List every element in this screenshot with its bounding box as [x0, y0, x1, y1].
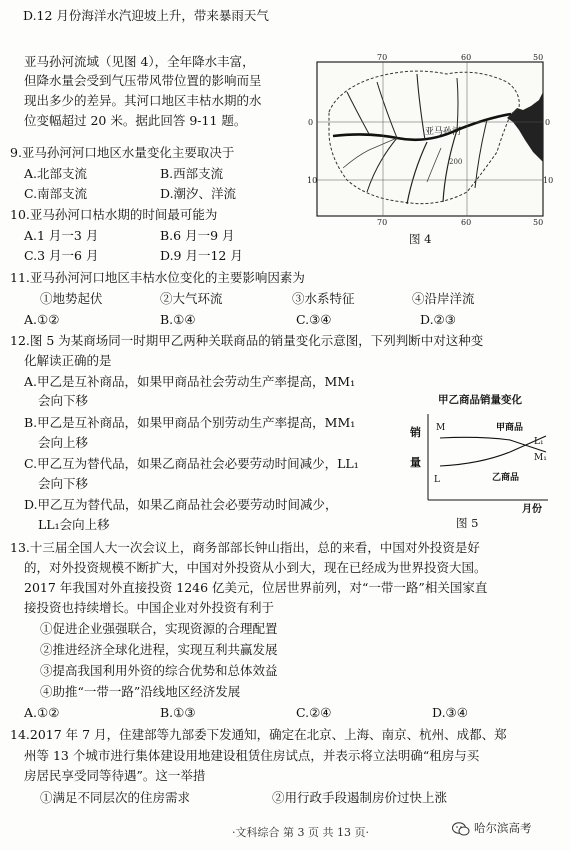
q14-stem-line-1: 14.2017 年 7 月，住建部等九部委下发通知，确定在北京、上海、南京、杭州、成都、郑 [10, 727, 507, 742]
q13-item-1: ①促进企业强强联合，实现资源的合理配置 [40, 621, 278, 636]
chart-ylabel-bottom: 量 [410, 456, 421, 469]
q9-option-c[interactable]: C.南部支流 [24, 186, 88, 201]
q10-option-a[interactable]: A.1 月一3 月 [24, 228, 99, 243]
chart-xlabel: 月份 [522, 504, 542, 514]
chart-title: 甲乙商品销量变化 [438, 394, 522, 406]
q11-option-a[interactable]: A.①② [24, 312, 60, 327]
q12-stem-line-2: 化解读正确的是 [24, 353, 112, 368]
watermark [452, 822, 532, 836]
chart-ylabel-top: 销 [410, 426, 421, 439]
sales-chart-svg [410, 392, 558, 514]
q11-item-1: ①地势起伏 [40, 291, 103, 306]
q12-option-b-cont: 会向上移 [38, 435, 89, 450]
material-line-3: 现出多少的差异。其河口地区丰枯水期的水 [24, 93, 262, 108]
lon-bottom-50: 50 [533, 218, 544, 226]
q10-option-c[interactable]: C.3 月一6 月 [24, 248, 99, 263]
q9-option-a[interactable]: A.北部支流 [24, 166, 88, 181]
q13-stem-line-4: 接投资也持续增长。中国企业对外投资有利于 [24, 600, 275, 615]
lat-right-0: 0 [545, 118, 551, 127]
q13-item-4: ④助推“一带一路”沿线地区经济发展 [40, 684, 241, 699]
q11-item-2: ②大气环流 [160, 291, 223, 306]
figure-5-caption: 图 5 [456, 516, 479, 530]
option-d-line: D.12 月份海洋水汽迎坡上升，带来暴雨天气 [23, 8, 269, 23]
q13-option-d[interactable]: D.③④ [432, 705, 468, 720]
lon-top-70: 70 [377, 53, 388, 62]
q13-stem-line-2: 的，对外投资规模不断扩大，中国对外投资从小到大，现在已经成为世界投资大国。 [24, 560, 487, 575]
q9-stem: 9.亚马孙河河口地区水量变化主要取决于 [10, 145, 235, 160]
q11-option-d[interactable]: D.②③ [420, 312, 456, 327]
lon-bottom-60: 60 [461, 218, 472, 226]
q10-option-d[interactable]: D.9 月一12 月 [160, 248, 243, 263]
q11-stem: 11.亚马孙河河口地区丰枯水位变化的主要影响因素为 [10, 270, 305, 285]
label-l: L [434, 475, 440, 485]
q14-item-1: ①满足不同层次的住房需求 [40, 790, 191, 805]
q11-item-3: ③水系特征 [292, 291, 355, 306]
lon-top-50: 50 [533, 53, 544, 62]
material-line-2: 但降水量会受到气压带风带位置的影响而呈 [24, 73, 262, 88]
q13-item-2: ②推进经济全球化进程，实现互利共赢发展 [40, 642, 278, 657]
label-m1: M₁ [534, 453, 547, 463]
q14-stem-line-2: 州等 13 个城市进行集体建设用地建设租赁住房试点，并表示将立法明确“租房与买 [24, 748, 480, 763]
lat-left-0: 0 [308, 118, 314, 127]
lon-bottom-70: 70 [377, 218, 388, 226]
lon-top-60: 60 [461, 53, 472, 62]
material-line-4: 位变幅超过 20 米。据此回答 9-11 题。 [24, 113, 247, 128]
q11-option-b[interactable]: B.①④ [160, 312, 196, 327]
q13-option-a[interactable]: A.①② [24, 705, 60, 720]
amazon-map-svg [307, 52, 553, 226]
page-footer: ·文科综合 第 3 页 共 13 页· [232, 826, 369, 839]
q12-option-b[interactable]: B.甲乙是互补商品，如果甲商品个别劳动生产率提高，MM₁ [24, 415, 356, 430]
figure-4-caption: 图 4 [409, 232, 432, 246]
label-jia: 甲商品 [496, 423, 524, 433]
q9-option-b[interactable]: B.西部支流 [160, 166, 224, 181]
q10-stem: 10.亚马孙河口枯水期的时间最可能为 [10, 207, 218, 222]
label-m: M [436, 423, 446, 433]
river-label: 亚马孙河 [425, 127, 462, 137]
q9-option-d[interactable]: D.潮汐、洋流 [160, 186, 237, 201]
label-yi: 乙商品 [492, 473, 520, 483]
q14-item-2: ②用行政手段遏制房价过快上涨 [272, 790, 448, 805]
q12-option-c[interactable]: C.甲乙互为替代品，如果乙商品社会必要劳动时间减少，LL₁ [24, 456, 359, 471]
wechat-icon [452, 822, 470, 836]
contour-label: 200 [449, 158, 463, 166]
q10-option-b[interactable]: B.6 月一9 月 [160, 228, 235, 243]
q14-stem-line-3: 房居民享受同等待遇”。这一举措 [24, 768, 206, 783]
lat-right-10: 10 [543, 176, 553, 185]
q13-stem-line-3: 2017 年我国对外直接投资 1246 亿美元，位居世界前列，对“一带一路”相关国家直 [24, 580, 488, 595]
amazon-basin-map [307, 52, 553, 226]
q11-item-4: ④沿岸洋流 [412, 291, 475, 306]
lat-left-10: 10 [307, 176, 318, 185]
q12-option-d-cont: LL₁会向上移 [38, 517, 110, 532]
series-jia-line [440, 437, 546, 452]
watermark-text: 哈尔滨高考 [474, 821, 532, 836]
q11-option-c[interactable]: C.③④ [296, 312, 332, 327]
q12-option-c-cont: 会向下移 [38, 476, 89, 491]
q12-option-a[interactable]: A.甲乙是互补商品，如果甲商品社会劳动生产率提高，MM₁ [24, 374, 356, 389]
label-l1: L₁ [534, 437, 544, 447]
q13-option-c[interactable]: C.②④ [296, 705, 332, 720]
sales-change-chart [410, 392, 558, 514]
q13-item-3: ③提高我国利用外资的综合优势和总体效益 [40, 663, 278, 678]
q12-stem-line-1: 12.图 5 为某商场同一时期甲乙两种关联商品的销量变化示意图，下列判断中对这种变 [10, 333, 484, 348]
q13-stem-line-1: 13.十三届全国人大一次会议上，商务部部长钟山指出，总的来看，中国对外投资是好 [10, 540, 480, 555]
series-yi-line [440, 436, 546, 466]
material-line-1: 亚马孙河流域（见图 4），全年降水丰富， [24, 54, 255, 69]
q12-option-a-cont: 会向下移 [38, 393, 89, 408]
q12-option-d[interactable]: D.甲乙互为替代品，如果乙商品社会必要劳动时间减少， [24, 497, 338, 512]
q13-option-b[interactable]: B.①③ [160, 705, 196, 720]
